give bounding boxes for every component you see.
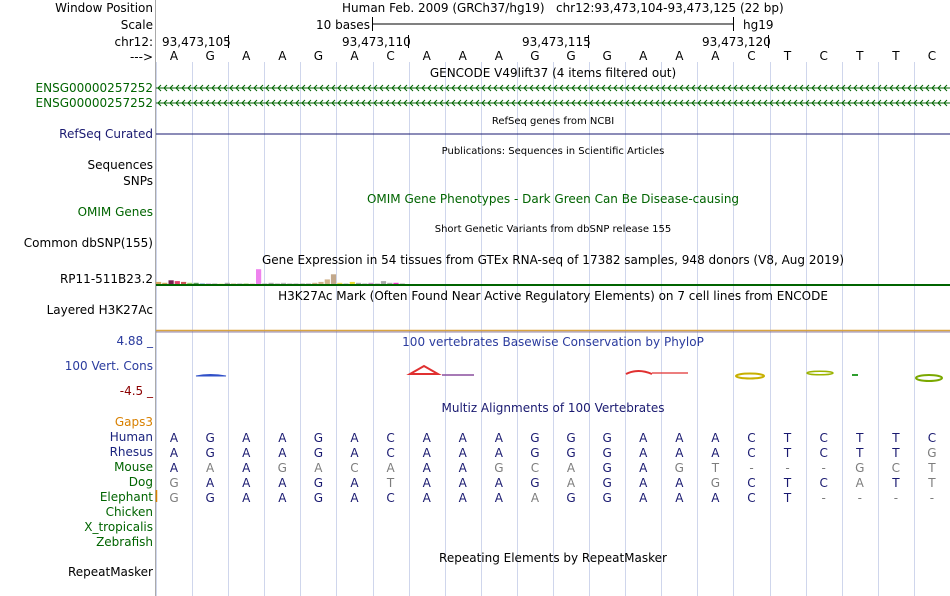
- alignment-base: G: [927, 446, 937, 460]
- alignment-base: T: [892, 476, 900, 490]
- alignment-base: G: [205, 431, 215, 445]
- phylop-positive: [410, 366, 438, 374]
- alignment-base: G: [566, 491, 576, 505]
- alignment-base: A: [711, 491, 720, 505]
- alignment-base: T: [856, 446, 864, 460]
- alignment-base: A: [458, 491, 467, 505]
- species-label-rhesus[interactable]: Rhesus: [109, 445, 153, 459]
- alignment-base: A: [458, 446, 467, 460]
- alignment-base: A: [314, 461, 323, 475]
- base-letter: G: [205, 49, 215, 63]
- header-assembly: Human Feb. 2009 (GRCh37/hg19): [342, 1, 545, 15]
- base-letter: C: [747, 49, 756, 63]
- alignment-base: A: [494, 476, 503, 490]
- coord-label-4: 93,473,120: [702, 35, 771, 49]
- alignment-base: -: [821, 461, 826, 475]
- base-letter: G: [602, 49, 612, 63]
- base-letter: A: [639, 49, 648, 63]
- alignment-base: A: [458, 476, 467, 490]
- label-scale[interactable]: Scale: [120, 18, 153, 32]
- alignment-base: T: [386, 476, 395, 490]
- phylop-positive: [916, 375, 942, 381]
- alignment-base: A: [675, 446, 684, 460]
- base-letter: A: [675, 49, 684, 63]
- alignment-base: G: [277, 461, 287, 475]
- base-letter: A: [278, 49, 287, 63]
- alignment-base: A: [639, 461, 648, 475]
- label-strand-arrow[interactable]: --->: [129, 50, 153, 64]
- species-label-human[interactable]: Human: [109, 430, 153, 444]
- species-label-zebrafish[interactable]: Zebrafish: [96, 535, 153, 549]
- title-repeatmasker[interactable]: Repeating Elements by RepeatMasker: [439, 551, 667, 565]
- alignment-base: A: [386, 461, 395, 475]
- title-gtex[interactable]: Gene Expression in 54 tissues from GTEx RNA-seq of 17382 samples, 948 donors (V8, Aug 2019): [261, 253, 845, 267]
- gtex-bars: [156, 269, 405, 284]
- scale-text: 10 bases: [316, 18, 370, 32]
- alignment-base: A: [242, 461, 251, 475]
- alignment-base: G: [566, 431, 576, 445]
- label-snps[interactable]: SNPs: [123, 174, 153, 188]
- alignment-base: A: [206, 461, 215, 475]
- label-100-vert-cons[interactable]: 100 Vert. Cons: [64, 359, 153, 373]
- header-position: chr12:93,473,104-93,473,125 (22 bp): [555, 1, 784, 15]
- gtex-bar: [331, 274, 336, 284]
- alignment-base: G: [205, 446, 215, 460]
- base-gridlines: [157, 62, 950, 596]
- phylop-negative: [196, 375, 226, 377]
- alignment-base: C: [386, 491, 395, 505]
- alignment-base: C: [819, 431, 828, 445]
- label-gencode-item-1[interactable]: ENSG00000257252: [35, 81, 153, 95]
- gtex-bar: [325, 279, 330, 284]
- alignment-base: A: [278, 446, 287, 460]
- alignment-base: C: [386, 431, 395, 445]
- base-letter: G: [566, 49, 576, 63]
- alignment-base: A: [458, 431, 467, 445]
- alignment-base: A: [422, 476, 431, 490]
- species-label-mouse[interactable]: Mouse: [114, 460, 153, 474]
- alignment-base: A: [242, 431, 251, 445]
- phylop-positive: [626, 371, 652, 374]
- alignment-base: G: [602, 476, 612, 490]
- alignment-base: A: [422, 446, 431, 460]
- title-dbsnp[interactable]: Short Genetic Variants from dbSNP release 155: [434, 224, 672, 235]
- label-gtex-gene[interactable]: RP11-511B23.2: [59, 272, 153, 286]
- gtex-bar: [381, 281, 386, 284]
- label-chrom[interactable]: chr12:: [114, 35, 153, 49]
- alignment-base: A: [855, 476, 864, 490]
- title-gencode[interactable]: GENCODE V49lift37 (4 items filtered out): [429, 66, 677, 80]
- label-gaps-text: Gaps: [114, 415, 146, 429]
- alignment-base: A: [639, 446, 648, 460]
- alignment-base: A: [278, 476, 287, 490]
- phylop-positive: [807, 371, 833, 375]
- alignment-base: G: [674, 461, 684, 475]
- alignment-row-dog: [169, 476, 936, 490]
- alignment-row-elephant: [169, 491, 934, 505]
- alignment-base: C: [927, 431, 937, 445]
- base-letter: C: [386, 49, 395, 63]
- alignment-base: A: [422, 431, 431, 445]
- base-letter: T: [783, 49, 792, 63]
- alignment-base: T: [711, 461, 720, 475]
- alignment-base: A: [350, 431, 359, 445]
- alignment-base: T: [928, 461, 936, 475]
- alignment-base: A: [530, 491, 540, 505]
- alignment-base: G: [602, 431, 612, 445]
- species-label-dog[interactable]: Dog: [128, 475, 153, 489]
- phylop-positive: [736, 374, 764, 379]
- alignment-base: T: [783, 446, 792, 460]
- header-position-line: [342, 1, 784, 15]
- base-letter: A: [350, 49, 359, 63]
- species-label-elephant[interactable]: Elephant: [99, 490, 153, 504]
- alignment-base: G: [855, 461, 865, 475]
- title-publications[interactable]: Publications: Sequences in Scientific Articles: [441, 146, 665, 157]
- base-letter: G: [313, 49, 324, 63]
- label-cons-max: 4.88 _: [116, 334, 153, 348]
- alignment-base: G: [313, 431, 324, 445]
- alignment-base: T: [856, 431, 864, 445]
- label-cons-min: -4.5 _: [119, 384, 153, 398]
- base-letter: A: [169, 49, 179, 63]
- alignment-base: G: [602, 491, 612, 505]
- alignment-base: G: [530, 476, 540, 490]
- alignment-base: A: [242, 476, 251, 490]
- alignment-base: G: [313, 491, 324, 505]
- alignment-base: C: [819, 446, 828, 460]
- base-letter: G: [530, 49, 540, 63]
- alignment-base: -: [821, 491, 826, 505]
- alignment-base: G: [313, 476, 324, 490]
- title-phylop[interactable]: 100 vertebrates Basewise Conservation by PhyloP: [402, 335, 704, 349]
- alignment-base: G: [710, 476, 721, 490]
- alignment-base: A: [711, 431, 720, 445]
- label-repeatmasker[interactable]: RepeatMasker: [67, 565, 153, 579]
- alignment-base: A: [494, 491, 503, 505]
- alignment-base: C: [350, 461, 359, 475]
- alignment-base: A: [639, 431, 648, 445]
- label-gaps[interactable]: [115, 415, 153, 429]
- label-window-position[interactable]: Window Position: [55, 1, 153, 15]
- alignment-base: G: [313, 446, 324, 460]
- alignment-base: A: [278, 431, 287, 445]
- alignment-base: C: [747, 476, 756, 490]
- base-letter: T: [856, 49, 864, 63]
- species-label-chicken[interactable]: Chicken: [105, 505, 153, 519]
- alignment-base: A: [350, 476, 359, 490]
- alignment-base: -: [857, 491, 862, 505]
- gtex-bar: [175, 281, 180, 284]
- alignment-base: G: [530, 446, 540, 460]
- alignment-base: G: [602, 461, 612, 475]
- alignment-base: T: [892, 431, 900, 445]
- base-letter: A: [242, 49, 251, 63]
- alignment-base: A: [169, 446, 179, 460]
- alignment-base: A: [278, 491, 287, 505]
- label-common-dbsnp[interactable]: Common dbSNP(155): [23, 236, 153, 250]
- alignment-base: A: [494, 446, 503, 460]
- label-gaps-number: 3: [145, 415, 153, 429]
- label-sequences[interactable]: Sequences: [87, 158, 153, 172]
- label-omim-genes[interactable]: OMIM Genes: [77, 205, 153, 219]
- alignment-base: T: [892, 446, 900, 460]
- coord-label-3: 93,473,115: [522, 35, 591, 49]
- alignment-base: G: [169, 476, 179, 490]
- alignment-base: A: [422, 491, 431, 505]
- title-omim[interactable]: OMIM Gene Phenotypes - Dark Green Can Be Disease-causing: [366, 192, 740, 206]
- alignment-base: A: [494, 431, 503, 445]
- gtex-bar: [256, 269, 261, 284]
- alignment-base: A: [639, 476, 648, 490]
- alignment-base: C: [386, 446, 395, 460]
- label-refseq-curated[interactable]: RefSeq Curated: [59, 127, 153, 141]
- base-letter: T: [892, 49, 900, 63]
- base-letter: C: [819, 49, 828, 63]
- coord-label-1: 93,473,105: [162, 35, 231, 49]
- alignment-base: T: [783, 476, 792, 490]
- alignment-base: -: [929, 491, 935, 505]
- label-layered-h3k27ac[interactable]: Layered H3K27Ac: [46, 303, 153, 317]
- alignment-base: -: [785, 461, 790, 475]
- alignment-base: A: [206, 476, 215, 490]
- alignment-base: C: [891, 461, 901, 475]
- alignment-base: A: [675, 491, 684, 505]
- alignment-base: G: [494, 461, 504, 475]
- alignment-base: -: [749, 461, 754, 475]
- base-letter: A: [422, 49, 431, 63]
- coord-label-2: 93,473,110: [342, 35, 411, 49]
- alignment-base: A: [711, 446, 720, 460]
- alignment-base: G: [205, 491, 215, 505]
- base-letter: C: [927, 49, 937, 63]
- alignment-base: C: [747, 431, 756, 445]
- alignment-base: A: [458, 461, 467, 475]
- scale-db: hg19: [743, 18, 774, 32]
- alignment-base: C: [747, 491, 756, 505]
- base-letter: A: [494, 49, 503, 63]
- alignment-base: A: [242, 446, 251, 460]
- alignment-base: A: [422, 461, 431, 475]
- alignment-base: A: [639, 491, 648, 505]
- alignment-base: C: [819, 476, 828, 490]
- species-label-x_tropicalis[interactable]: X_tropicalis: [84, 520, 153, 534]
- alignment-base: G: [566, 446, 576, 460]
- alignment-base: A: [350, 446, 359, 460]
- base-letter: A: [458, 49, 467, 63]
- alignment-base: T: [783, 431, 792, 445]
- alignment-base: A: [350, 491, 359, 505]
- alignment-base: A: [675, 476, 684, 490]
- alignment-base: A: [675, 431, 684, 445]
- alignment-base: A: [242, 491, 251, 505]
- alignment-base: -: [893, 491, 899, 505]
- alignment-base: C: [530, 461, 540, 475]
- label-gencode-item-2[interactable]: ENSG00000257252: [35, 96, 153, 110]
- title-refseq[interactable]: RefSeq genes from NCBI: [491, 116, 615, 127]
- alignment-base: A: [566, 461, 576, 475]
- alignment-base: T: [783, 491, 792, 505]
- alignment-base: A: [169, 431, 179, 445]
- alignment-base: A: [169, 461, 179, 475]
- alignment-base: A: [566, 476, 576, 490]
- base-letter: A: [711, 49, 720, 63]
- alignment-base: T: [928, 476, 936, 490]
- alignment-base: C: [747, 446, 756, 460]
- alignment-base: G: [169, 491, 179, 505]
- gtex-bar: [169, 280, 174, 284]
- phylop-wiggle: [196, 366, 942, 381]
- title-h3k27ac[interactable]: H3K27Ac Mark (Often Found Near Active Regulatory Elements) on 7 cell lines from ENCODE: [278, 289, 828, 303]
- alignment-base: G: [602, 446, 612, 460]
- title-multiz[interactable]: Multiz Alignments of 100 Vertebrates: [441, 401, 665, 415]
- alignment-base: G: [530, 431, 540, 445]
